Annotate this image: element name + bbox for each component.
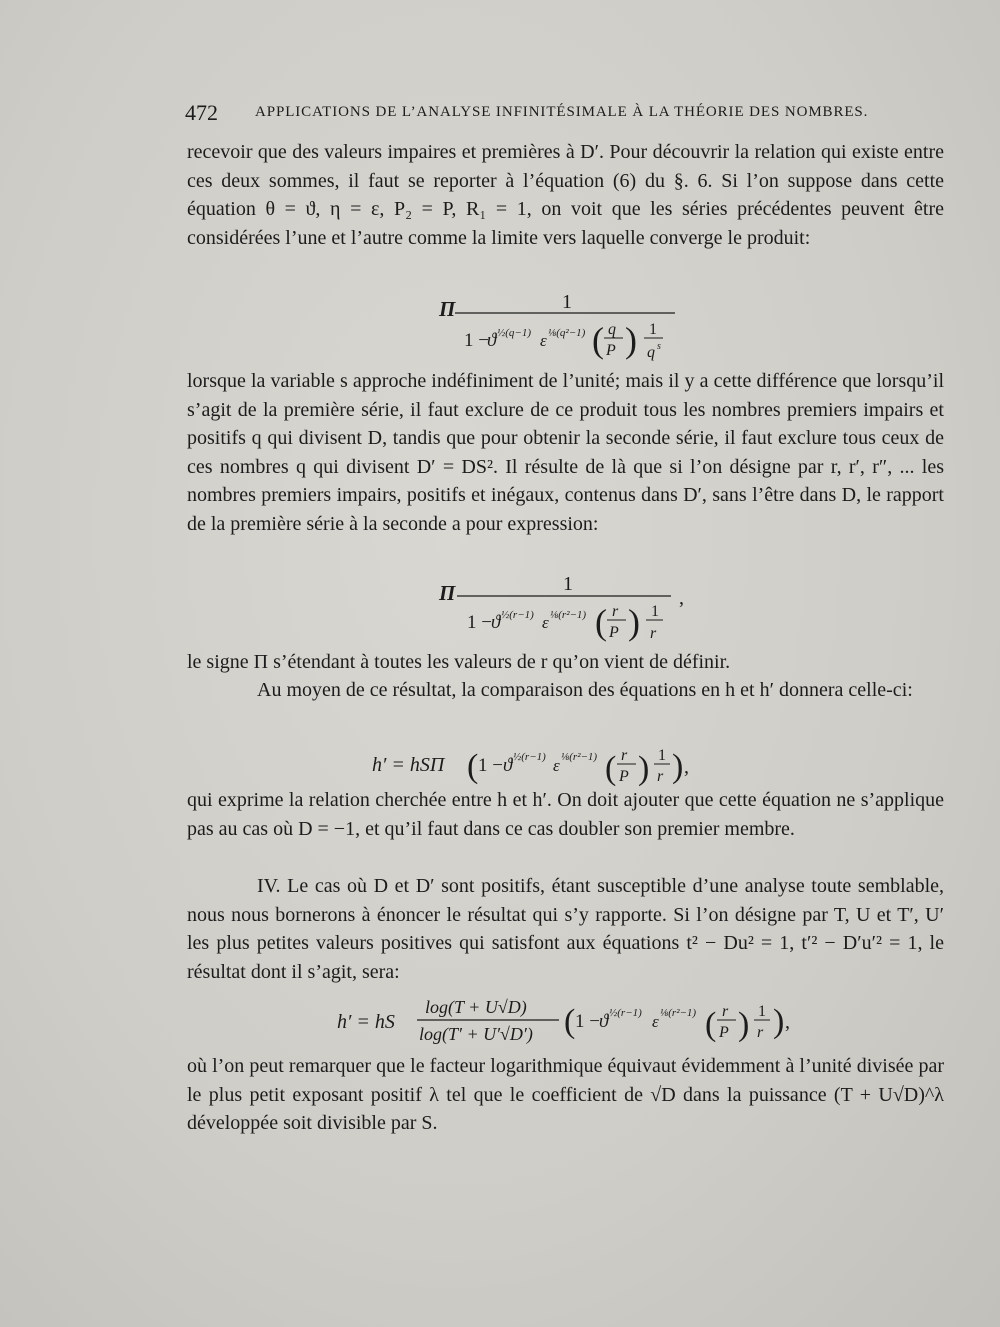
eq2-frac-top: 1 bbox=[651, 603, 659, 620]
equation-h-prime-positive bbox=[187, 990, 944, 1050]
paragraph-6: IV. Le cas où D et D′ sont positifs, étant susceptible d’une analyse toute semblable, nous nous bornerons à énoncer le résultat qui s’y rapporte. Si l’on désigne par T, U et T′, U′ les plus petites valeurs positives qui satisfont aux équations t² − Du² = 1, t′² − D′u′² = 1, le résultat dont il s’agit, sera: bbox=[187, 875, 944, 983]
svg-text:(: ( bbox=[564, 1003, 576, 1040]
eq2-trailing-comma: , bbox=[679, 587, 684, 609]
eq3-legendre-top: r bbox=[621, 747, 628, 764]
paragraph-3: le signe Π s’étendant à toutes les valeurs de r qu’on vient de définir. bbox=[187, 651, 731, 673]
eq4-legendre-bottom: P bbox=[719, 1024, 729, 1041]
eq3-eps: ε bbox=[553, 756, 560, 775]
eq1-legendre-bottom: P bbox=[606, 342, 616, 359]
eq4-one-minus: 1 − bbox=[575, 1011, 600, 1032]
svg-text:): ) bbox=[628, 602, 640, 642]
eq4-trailing-comma: , bbox=[785, 1011, 790, 1033]
eq3-eps-exp: ⅛(r²−1) bbox=[561, 751, 598, 763]
eq3-theta-exp: ½(r−1) bbox=[513, 751, 546, 763]
svg-text:): ) bbox=[638, 750, 650, 787]
eq1-pi: Π bbox=[439, 297, 456, 321]
eq3-trailing-comma: , bbox=[684, 756, 689, 778]
eq1-frac-bottom-exp: s bbox=[657, 341, 661, 352]
svg-text:): ) bbox=[625, 320, 637, 360]
eq2-one-minus: 1 − bbox=[467, 612, 492, 633]
eq1-one-minus: 1 − bbox=[464, 330, 489, 351]
eq4-eps-exp: ⅛(r²−1) bbox=[660, 1007, 697, 1019]
page-number: 472 bbox=[185, 100, 218, 125]
eq4-lhs: h′ = hS bbox=[337, 1011, 395, 1033]
eq2-theta: ϑ bbox=[491, 612, 501, 633]
eq4-log-numerator: log(T + U√D) bbox=[425, 997, 527, 1017]
svg-text:(: ( bbox=[467, 748, 479, 785]
eq4-theta-exp: ½(r−1) bbox=[609, 1007, 642, 1019]
paragraph-4: Au moyen de ce résultat, la comparaison des équations en h et h′ donnera celle-ci: bbox=[257, 679, 913, 701]
eq4-frac-bottom: r bbox=[757, 1024, 764, 1041]
svg-text:(: ( bbox=[592, 320, 604, 360]
eq1-eps: ε bbox=[540, 331, 547, 350]
svg-text:): ) bbox=[738, 1006, 750, 1043]
svg-text:): ) bbox=[773, 1003, 785, 1040]
svg-text:(: ( bbox=[595, 602, 607, 642]
eq1-eps-exp: ⅛(q²−1) bbox=[548, 327, 586, 339]
eq3-frac-bottom: r bbox=[657, 768, 664, 785]
eq3-legendre-bottom: P bbox=[619, 768, 629, 785]
equation-product-q bbox=[187, 290, 944, 362]
eq2-theta-exp: ½(r−1) bbox=[501, 609, 534, 621]
svg-text:(: ( bbox=[705, 1006, 717, 1043]
eq2-pi: Π bbox=[439, 581, 456, 605]
eq2-legendre-bottom: P bbox=[609, 624, 619, 641]
eq4-log-denominator: log(T′ + U′√D′) bbox=[419, 1024, 533, 1044]
eq3-theta: ϑ bbox=[503, 755, 513, 776]
eq1-frac-bottom: q bbox=[647, 344, 655, 361]
eq1-theta: ϑ bbox=[487, 330, 497, 351]
running-title: APPLICATIONS DE L’ANALYSE INFINITÉSIMALE À LA THÉORIE DES NOMBRES. bbox=[255, 104, 869, 120]
svg-text:): ) bbox=[672, 748, 684, 785]
eq1-numerator: 1 bbox=[562, 291, 572, 313]
paragraph-1: recevoir que des valeurs impaires et premières à D′. Pour découvrir la relation qui existe entre ces deux sommes, il faut se reporter à l’équation (6) du §. 6. Si l’on suppose dans cette équation θ = ϑ, η = ε, P₂ = P, R₁ = 1, on voit que les séries précédentes peuvent être considérées l’une et l’autre comme la limite vers laquelle converge le produit: bbox=[187, 141, 944, 249]
eq2-eps-exp: ⅛(r²−1) bbox=[550, 609, 587, 621]
eq2-legendre-top: r bbox=[612, 603, 619, 620]
eq2-numerator: 1 bbox=[563, 573, 573, 595]
eq4-eps: ε bbox=[652, 1012, 659, 1031]
eq2-frac-bottom: r bbox=[650, 625, 657, 642]
paragraph-5: qui exprime la relation cherchée entre h et h′. On doit ajouter que cette équation ne s’applique pas au cas où D = −1, et qu’il faut dans ce cas doubler son premier membre. bbox=[187, 789, 944, 840]
eq3-one-minus: 1 − bbox=[478, 755, 503, 776]
eq4-frac-top: 1 bbox=[758, 1003, 766, 1020]
eq1-frac-top: 1 bbox=[649, 321, 657, 338]
equation-h-prime-negative bbox=[187, 736, 944, 788]
eq2-eps: ε bbox=[542, 613, 549, 632]
eq1-theta-exp: ½(q−1) bbox=[497, 327, 531, 339]
eq4-theta: ϑ bbox=[599, 1011, 609, 1032]
eq3-lhs: h′ = hSΠ bbox=[372, 754, 445, 776]
paragraph-2: lorsque la variable s approche indéfiniment de l’unité; mais il y a cette différence que lorsqu’il s’agit de la première série, il faut exclure de ce produit tous les nombres premiers impairs et positifs q qui divisent D, tandis que pour obtenir la seconde série, il faut exclure tous ceux de ces nombres q qui divisent D′ = DS². Il résulte de là que si l’on désigne par r, r′, r″, ... les nombres premiers impairs, positifs et inégaux, contenus dans D′, sans l’être dans D, le rapport de la première série à la seconde a pour expression: bbox=[187, 370, 944, 535]
eq3-frac-top: 1 bbox=[658, 747, 666, 764]
paragraph-7: où l’on peut remarquer que le facteur logarithmique équivaut évidemment à l’unité divisée par le plus petit exposant positif λ tel que le coefficient de √D dans la puissance (T + U√D)^λ développée soit divisible par S. bbox=[187, 1055, 944, 1135]
eq4-legendre-top: r bbox=[722, 1003, 729, 1020]
svg-text:(: ( bbox=[605, 750, 617, 787]
equation-product-r bbox=[187, 572, 944, 644]
eq1-legendre-top: q bbox=[608, 321, 616, 338]
page-header bbox=[185, 100, 945, 132]
